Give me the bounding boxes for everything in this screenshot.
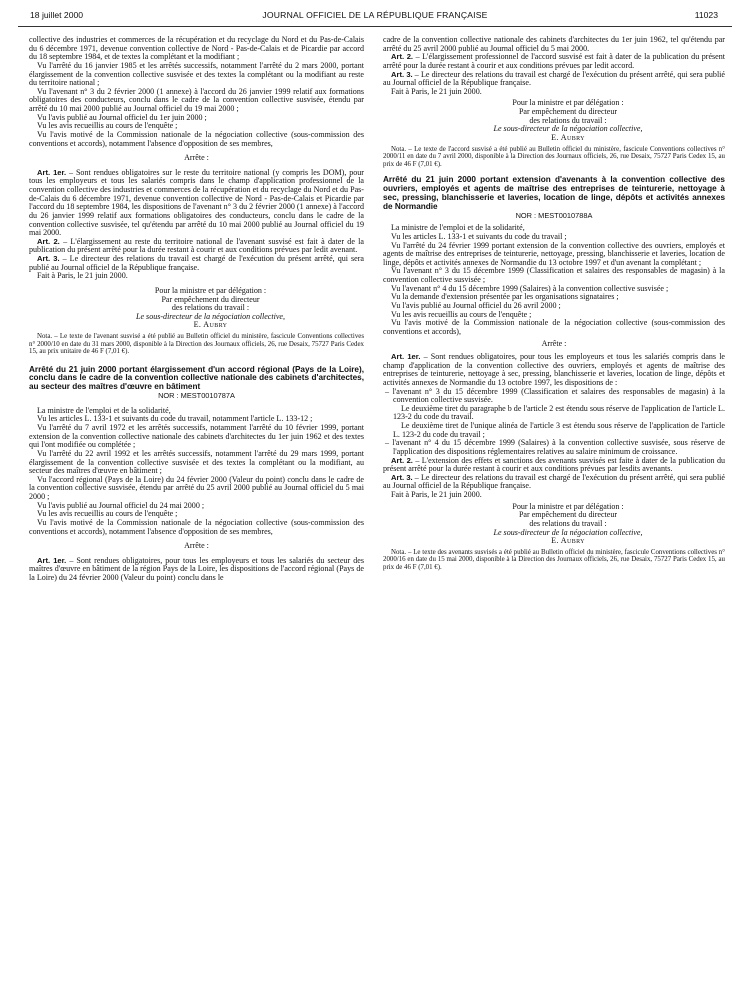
article-label: Art. 2.: [391, 52, 414, 62]
page-number: 11023: [694, 10, 718, 20]
decree-title: Arrêté du 21 juin 2000 portant élargissement d'un accord régional (Pays de la Loire), conclu dans le cadre de la convention collective nationale des cabinets d'architectes, au secteur des maîtres d'œuvre en bâtiment: [29, 364, 364, 392]
paragraph: Vu l'avenant n° 3 du 15 décembre 1999 (Classification et salaires des responsables de magasin) à la convention collective susvisée ;: [383, 266, 725, 284]
paragraph: La ministre de l'emploi et de la solidarité,: [37, 405, 171, 415]
paragraph: Vu l'avenant n° 4 du 15 décembre 1999 (Salaires) à la convention collective susvisée ;: [391, 283, 669, 293]
paragraph: Vu l'arrêté du 16 janvier 1985 et les arrêtés successifs, notamment l'arrêté du 2 mars 2000, portant élargissement de la convention collective susvisée et des textes la complétant ou la modifiant au reste du territoire national ;: [29, 60, 364, 88]
nor-reference: NOR : MEST0010788A: [515, 210, 593, 220]
fait-a-paris: Fait à Paris, le 21 juin 2000.: [391, 86, 482, 96]
paragraph: Vu l'avis publié au Journal officiel du 26 avril 2000 ;: [391, 300, 561, 310]
signature-title: Le sous-directeur de la négociation collective,: [493, 124, 643, 134]
signature-line: Pour la ministre et par délégation :: [512, 501, 624, 511]
signature-line: Par empêchement du directeur: [518, 510, 618, 520]
article-label: Art. 1er.: [391, 352, 421, 361]
paragraph: Vu l'avis motivé de la Commission nationale de la négociation collective (sous-commission des conventions et accords),: [383, 318, 725, 336]
nota: Nota. – Le texte des avenants susvisés a été publié au Bulletin officiel du ministère, fascicule Conventions collectives n° 2000/16 en date du 15 mai 2000, disponible à la Direction des Journaux officiels, 26, rue Desaix, 75727 Paris Cedex 15, au prix de 46 F (7,01 €).: [383, 548, 725, 571]
dash-item: – l'avenant n° 3 du 15 décembre 1999 (Classification et salaires des responsables de magasin) à la convention collective susvisée.: [385, 386, 725, 405]
signatory: E. Aubry: [551, 536, 585, 546]
paragraph: Vu les avis recueillis au cours de l'enquête ;: [37, 509, 178, 519]
nota: Nota. – Le texte de l'avenant susvisé a été publié au Bulletin officiel du ministère, fascicule Conventions collectives n° 2000/10 en date du 31 mars 2000, disponible à la Direction des Journaux officiels, 26, rue Desaix, 75727 Paris Cedex 15, au prix unitaire de 46 F (7,01 €).: [29, 333, 364, 355]
fait-a-paris: Fait à Paris, le 21 juin 2000.: [391, 490, 482, 499]
header-date: 18 juillet 2000: [30, 10, 84, 20]
header-rule: [18, 26, 732, 27]
signature-line: Pour la ministre et par délégation :: [512, 98, 624, 108]
right-column: [383, 36, 725, 571]
page-header: [18, 10, 732, 24]
arrete-heading: Arrête :: [184, 153, 209, 163]
article-label: Art. 2.: [37, 236, 60, 246]
left-column: [29, 36, 364, 583]
article-label: Art. 3.: [391, 69, 413, 79]
paragraph: Vu l'arrêté du 24 février 1999 portant extension de la convention collective des ouvriers, employés et agents de maîtrise des entreprises de teinturerie, nettoyage, pressing, blanchisserie et laveries, location de linge, dépôts et activités annexes de Normandie du 13 octobre 1997 et d'un avenant la complétant ;: [383, 240, 725, 267]
signatory: E. Aubry: [193, 320, 228, 330]
article-label: Art. 3.: [37, 254, 60, 263]
nor-reference: NOR : MEST0010787A: [158, 391, 235, 401]
article-2: Art. 2. – L'extension des effets et sanctions des avenants susvisés est faite à dater de la publication du présent arrêté pour la durée restant à courir et aux conditions prévues par lesdits avenants.: [383, 455, 725, 474]
fait-a-paris: Fait à Paris, le 21 juin 2000.: [37, 271, 128, 281]
paragraph: Vu l'arrêté du 22 avril 1992 et les arrêtés successifs, notamment l'arrêté du 29 mars 1999, portant élargissement de la convention collective susvisée et des textes la complétant ou la modifiant, au secteur des maîtres d'œuvre en bâtiment ;: [29, 448, 364, 476]
nota: Nota. – Le texte de l'accord susvisé a été publié au Bulletin officiel du ministère, fascicule Conventions collectives n° 2000/11 en date du 7 avril 2000, disponible à la Direction des Journaux officiels, 26, rue Desaix, 75727 Paris Cedex 15, au prix de 46 F (7,01 €).: [383, 145, 725, 168]
paragraph: Vu les articles L. 133-1 et suivants du code du travail ;: [391, 231, 567, 241]
signature-title: Le sous-directeur de la négociation collective,: [493, 527, 643, 537]
paragraph: Vu l'arrêté du 7 avril 1972 et les arrêtés successifs, notamment l'arrêté du 10 février 1999, portant extension de la convention collective nationale des cabinets d'architectes du 1er juin 1962 et des textes qui l'ont modifiée ou complétée ;: [29, 423, 364, 450]
article-label: Art. 1er.: [37, 167, 67, 177]
signature-line: des relations du travail :: [529, 115, 607, 125]
article-label: Art. 2.: [391, 455, 413, 465]
paragraph: Vu l'accord régional (Pays de la Loire) du 24 février 2000 (Valeur du point) conclu dans le cadre de la convention collective susvisée, étendu par arrêté du 25 avril 2000 publié au Journal officiel du 5 mai 2000 ;: [29, 474, 364, 502]
sub-paragraph: Le deuxième tiret de l'unique alinéa de l'article 3 est étendu sous réserve de l'application de l'article L. 123-2 du code du travail ;: [393, 421, 725, 439]
signature-line: des relations du travail :: [529, 518, 607, 528]
article-2: Art. 2. – L'élargissement au reste du territoire national de l'avenant susvisé est fait à dater de la publication du présent arrêté pour la durée restant à courir et aux conditions prévues par ledit avenant.: [29, 236, 364, 255]
journal-title: JOURNAL OFFICIEL DE LA RÉPUBLIQUE FRANÇAISE: [262, 10, 488, 20]
paragraph: Vu l'avis motivé de la Commission nationale de la négociation collective (sous-commission des conventions et accords), notamment l'absence d'opposition de ses membres,: [29, 517, 364, 536]
arrete-heading: Arrête :: [541, 339, 567, 349]
paragraph: Vu l'avenant n° 3 du 2 février 2000 (1 annexe) à l'accord du 26 janvier 1999 relatif aux formations obligatoires des conducteurs, conclu dans le cadre de la convention collective susvisée, étendu par arrêté du 10 mai 2000 publié au Journal officiel du 19 mai 2000 ;: [29, 86, 364, 113]
signature-title: Le sous-directeur de la négociation collective,: [136, 311, 285, 321]
article-3: Art. 3. – Le directeur des relations du travail est chargé de l'exécution du présent arrêté, qui sera publié au Journal officiel de la République française.: [383, 69, 725, 88]
paragraph: Vu la demande d'extension présentée par les organisations signataires ;: [391, 292, 619, 302]
paragraph: Vu les avis recueillis au cours de l'enquête ;: [391, 309, 532, 319]
signature-line: Par empêchement du directeur: [161, 294, 260, 304]
article-3: Art. 3. – Le directeur des relations du travail est chargé de l'exécution du présent arrêté, qui sera publié au Journal officiel de la République française.: [383, 472, 725, 491]
paragraph: La ministre de l'emploi et de la solidarité,: [391, 223, 525, 233]
article-label: Art. 1er.: [37, 555, 67, 565]
paragraph: Vu les avis recueillis au cours de l'enquête ;: [37, 121, 178, 131]
article-1: Art. 1er. – Sont rendues obligatoires, pour tous les employeurs et tous les salariés compris dans le champ d'application de la convention collective des ouvriers, employés et agents de maîtrise des entreprises de teinturerie, nettoyage à sec, pressing, blanchisserie et laveries, location de linge, dépôts et activités annexes de Normandie du 13 octobre 1997, les dispositions de :: [383, 352, 726, 387]
article-3: Art. 3. – Le directeur des relations du travail est chargé de l'exécution du présent arrêté, qui sera publié au Journal officiel de la République française.: [29, 254, 364, 272]
sub-paragraph: Le deuxième tiret du paragraphe b de l'article 2 est étendu sous réserve de l'application de l'article L. 123-2 du code du travail.: [393, 403, 725, 422]
signature-line: Pour la ministre et par délégation :: [154, 285, 267, 295]
paragraph: cadre de la convention collective nationale des cabinets d'architectes du 1er juin 1962, tel qu'étendu par arrêté du 25 avril 2000 publié au Journal officiel du 5 mai 2000.: [383, 35, 725, 53]
paragraph: Vu l'avis publié au Journal officiel du 24 mai 2000 ;: [37, 500, 205, 510]
paragraph: collective des industries et commerces de la récupération et du recyclage du Nord et du Pas-de-Calais du 6 décembre 1971, devenue convention collective de Nord - Pas-de-Calais et de Picardie par accord du 18 septembre 1984, et de textes la complétant et la modifiant ;: [29, 35, 364, 62]
arrete-heading: Arrête :: [184, 541, 209, 551]
article-1: Art. 1er. – Sont rendues obligatoires sur le reste du territoire national (y compris les DOM), pour tous les employeurs et tous les salariés compris dans le champ d'application professionnel de la convention collective des industries et commerces de la récupération et du recyclage du Nord et du Pas-de-Calais du 6 décembre 1971, devenue convention collective de Nord - Pas-de-Calais et Picardie par l'accord du 18 septembre 1984, les dispositions de l'avenant n° 3 du 2 février 2000 (1 annexe) à l'accord du 26 janvier 1999 relatif aux formations obligatoires des conducteurs, conclu dans le cadre de la convention collective susvisée, tel qu'étendu par arrêté du 10 mai 2000 publié au Journal officiel du 19 mai 2000.: [29, 167, 364, 238]
article-label: Art. 3.: [391, 472, 413, 482]
article-2: Art. 2. – L'élargissement professionnel de l'accord susvisé est fait à dater de la publication du présent arrêté pour la durée restant à courir et aux conditions prévues par ledit accord.: [383, 52, 725, 70]
paragraph: Vu l'avis publié au Journal officiel du 1er juin 2000 ;: [37, 112, 207, 122]
dash-item: – l'avenant n° 4 du 15 décembre 1999 (Salaires) à la convention collective susvisée, sous réserve de l'application des dispositions réglementaires relatives au salaire minimum de croissance.: [385, 438, 725, 456]
paragraph: Vu les articles L. 133-1 et suivants du code du travail, notamment l'article L. 133-12 ;: [37, 414, 313, 424]
signature-line: Par empêchement du directeur: [518, 107, 618, 116]
paragraph: Vu l'avis motivé de la Commission nationale de la négociation collective (sous-commission des conventions et accords), notamment l'absence d'opposition de ses membres,: [29, 129, 364, 148]
signature-line: des relations du travail :: [171, 303, 250, 313]
decree-title: Arrêté du 21 juin 2000 portant extension d'avenants à la convention collective des ouvriers, employés et agents de maîtrise des entreprises de teinturerie, nettoyage à sec, pressing, blanchisserie et laveries, location de linge, dépôts et activités annexes de Normandie: [383, 175, 725, 211]
article-1: Art. 1er. – Sont rendues obligatoires, pour tous les employeurs et tous les salariés du secteur des maîtres d'œuvre en bâtiment de la région Pays de la Loire, les dispositions de l'accord régional (Pays de la Loire) du 24 février 2000 (Valeur du point) conclu dans le: [29, 555, 364, 583]
signatory: E. Aubry: [551, 132, 585, 142]
